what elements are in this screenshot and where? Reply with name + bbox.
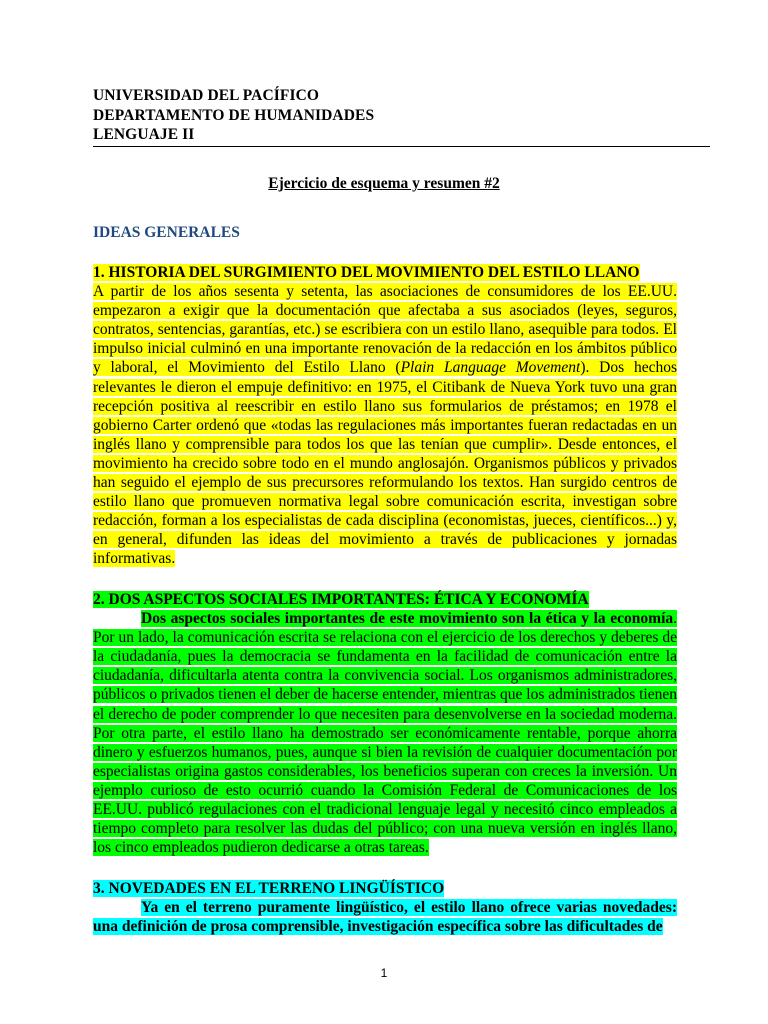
section-1-italic-term: Plain Language Movement [400,359,581,377]
section-1-heading: 1. HISTORIA DEL SURGIMIENTO DEL MOVIMIENTO DEL ESTILO LLANO [93,264,640,281]
section-3-body [93,898,677,936]
section-3-heading: 3. NOVEDADES EN EL TERRENO LINGÜÍSTICO [93,880,445,897]
header-divider [93,146,710,147]
section-1-text-a: A partir de los años sesenta y setenta, las asociaciones de consumidores de los EE.UU. empezaron a exigir que la documentación que afectaba a sus asociados (leyes, seguros, contratos, sentencias, garantías, etc.) se escribiera con un estilo llano, asequible para todos. El impulso inicial culminó en una importante renovación de la redacción en los ámbitos público y laboral, el Movimiento del Estilo Llano ( [93,283,677,377]
section-3 [93,879,677,936]
section-2-lead: Dos aspectos sociales importantes de este movimiento son la ética y la economía [141,610,674,628]
course-name: LENGUAJE II [93,126,195,143]
university-name: UNIVERSIDAD DEL PACÍFICO [93,87,320,104]
document-title: Ejercicio de esquema y resumen #2 [268,175,500,192]
section-2-heading: 2. DOS ASPECTOS SOCIALES IMPORTANTES: ÉTICA Y ECONOMÍA [93,591,589,608]
section-1-body [93,282,677,568]
page-number: 1 [380,966,388,980]
section-2-text: . Por un lado, la comunicación escrita se relaciona con el ejercicio de los derechos y deberes de la ciudadanía, pues la democracia se fundamenta en la facilidad de comunicación entre la ciudadanía, dificultarla atenta contra la convivencia social. Los organismos administradores, públicos o privados tienen el deber de hacerse entender, mientras que los administrados tienen el derecho de poder comprender lo que necesiten para desenvolverse en la sociedad moderna. Por otra parte, el estilo llano ha demostrado ser económicamente rentable, porque ahorra dinero y esfuerzos humanos, pues, aunque si bien la revisión de cualquier documentación por especialistas origina gastos considerables, los beneficios superan con creces la inversión. Un ejemplo curioso de esto ocurrió cuando la Comisión Federal de Comunicaciones de los EE.UU. publicó regulaciones con el tradicional lenguaje legal y necesitó cinco empleados a tiempo completo para resolver las dudas del público; con una nueva versión en inglés llano, los cinco empleados pudieron dedicarse a otras tareas. [93,610,677,857]
ideas-heading: IDEAS GENERALES [93,224,240,241]
section-2 [93,590,677,857]
section-2-body [93,609,677,857]
department-name: DEPARTAMENTO DE HUMANIDADES [93,106,375,124]
document-header [93,86,709,145]
section-1-text-b: ). Dos hechos relevantes le dieron el empuje definitivo: en 1975, el Citibank de Nueva York tuvo una gran recepción positiva al reescribir en estilo llano sus formularios de préstamos; en 1978 el gobierno Carter ordenó que «todas las regulaciones más importantes fueran redactadas en un inglés llano y comprensible para todos los que las tenían que cumplir». Desde entonces, el movimiento ha crecido sobre todo en el mundo anglosajón. Organismos públicos y privados han seguido el ejemplo de sus precursores reformulando los textos. Han surgido centros de estilo llano que promueven normativa legal sobre comunicación escrita, investigan sobre redacción, forman a los especialistas de cada disciplina (economistas, jueces, científicos...) y, en general, difunden las ideas del movimiento a través de publicaciones y jornadas informativas. [93,359,677,568]
section-1 [93,263,677,569]
section-3-lead: Ya en el terreno puramente lingüístico, el estilo llano ofrece varias novedades: una definición de prosa comprensible, investigación específica sobre las dificultades de [93,899,677,936]
